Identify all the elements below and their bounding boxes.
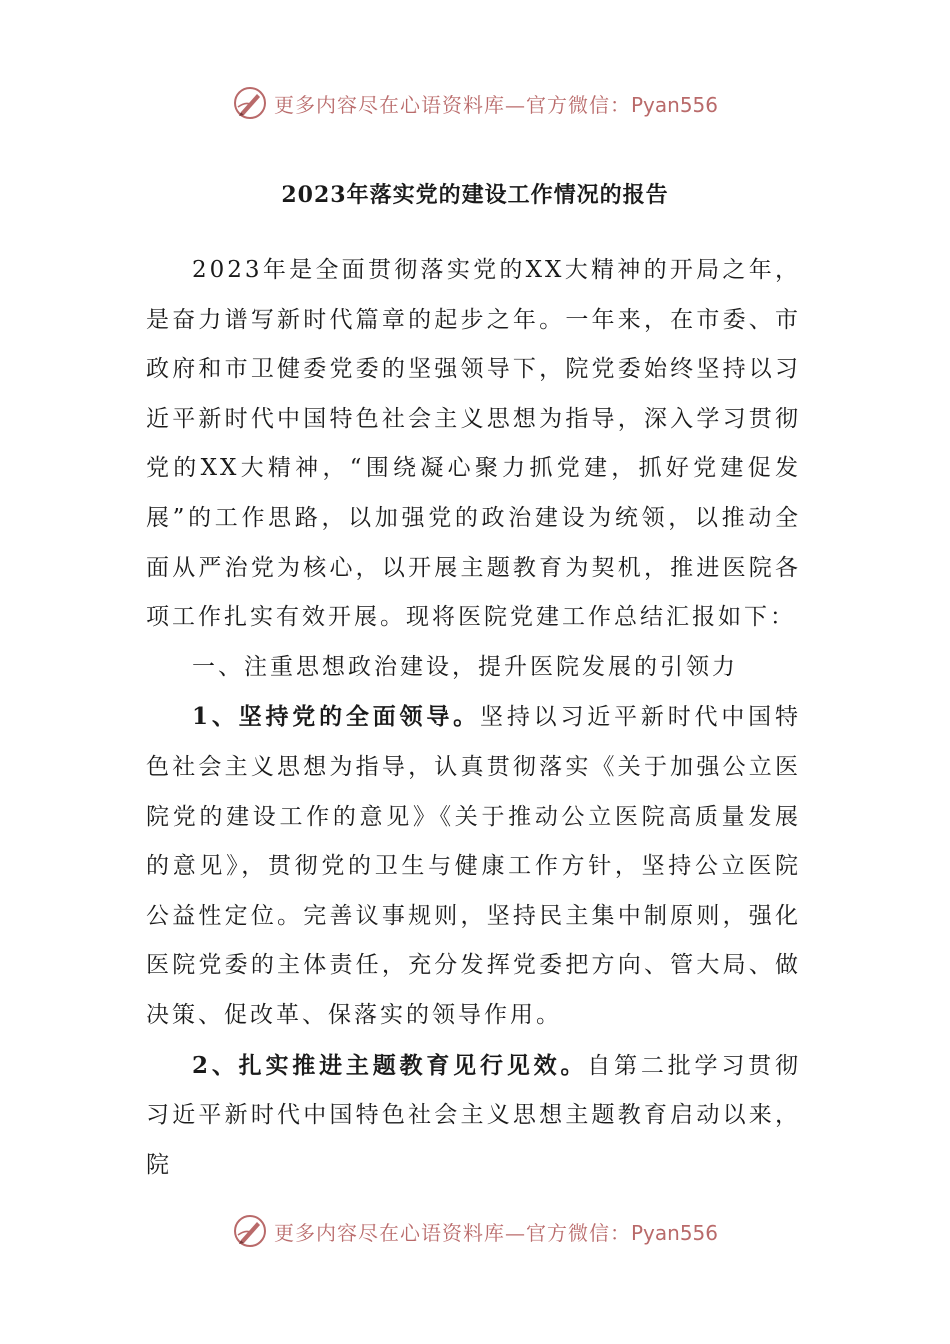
item-lead-1: 1、坚持党的全面领导。 [192, 703, 480, 731]
watermark-text: 更多内容尽在心语资料库—官方微信：Pyan556 [273, 92, 718, 117]
document-body [146, 246, 801, 1190]
watermark-wechat-id: Pyan556 [630, 1220, 718, 1245]
section-heading: 一、注重思想政治建设，提升医院发展的引领力 [192, 653, 738, 680]
item-paragraph-2 [146, 1041, 801, 1191]
intro-paragraph [146, 246, 801, 643]
watermark-wechat-id: Pyan556 [630, 92, 718, 117]
footer-watermark [0, 1206, 950, 1256]
item-text-1: 坚持以习近平新时代中国特色社会主义思想为指导，认真贯彻落实《关于加强公立医院党的建设工作的意见》《关于推动公立医院高质量发展的意见》，贯彻党的卫生与健康工作方针，坚持公立医院公益性定位。完善议事规则，坚持民主集中制原则，强化医院党委的主体责任，充分发挥党委把方向、管大局、做决策、促改革、保落实的领导作用。 [146, 704, 801, 1028]
intro-paragraph-text: 2023年是全面贯彻落实党的XX大精神的开局之年，是奋力谱写新时代篇章的起步之年。一年来，在市委、市政府和市卫健委党委的坚强领导下，院党委始终坚持以习近平新时代中国特色社会主义思想为指导，深入学习贯彻党的XX大精神，“围绕凝心聚力抓党建，抓好党建促发展”的工作思路，以加强党的政治建设为统领，以推动全面从严治党为核心，以开展主题教育为契机，推进医院各项工作扎实有效开展。现将医院党建工作总结汇报如下： [146, 257, 801, 631]
item-lead-2: 2、扎实推进主题教育见行见效。 [192, 1051, 588, 1079]
pen-logo-icon [232, 85, 268, 121]
item-paragraph-1 [146, 692, 801, 1040]
item-text-2: 自第二批学习贯彻习近平新时代中国特色社会主义思想主题教育启动以来，院 [146, 1052, 801, 1178]
header-watermark [0, 78, 950, 128]
watermark-text: 更多内容尽在心语资料库—官方微信：Pyan556 [273, 1220, 718, 1245]
pen-logo-icon [232, 1213, 268, 1249]
document-title: 2023年落实党的建设工作情况的报告 [281, 182, 669, 208]
